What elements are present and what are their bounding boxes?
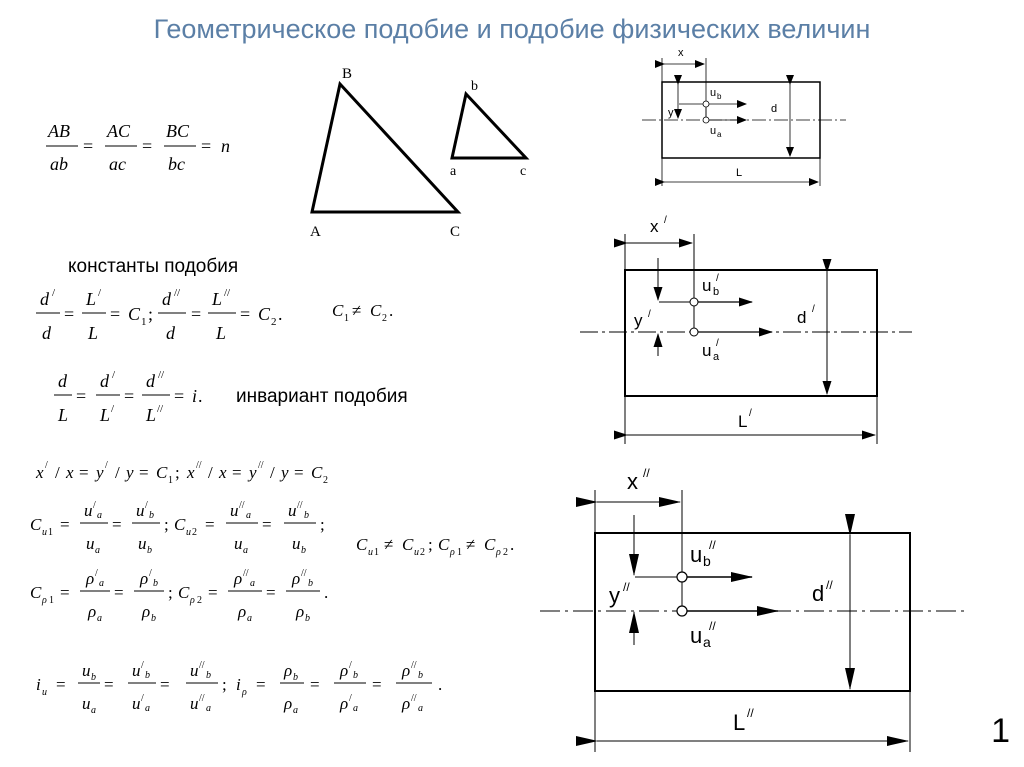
svg-text:/: / (115, 463, 120, 482)
svg-text:=: = (372, 675, 382, 694)
svg-text:ρ: ρ (88, 602, 97, 621)
svg-text:=: = (201, 136, 212, 156)
svg-text:ρ: ρ (238, 602, 247, 621)
svg-text://: // (196, 460, 202, 471)
diagram2-ua-label: u (702, 341, 712, 360)
svg-text:/: / (52, 287, 56, 299)
svg-text:=: = (112, 515, 122, 534)
svg-text:i: i (36, 675, 41, 694)
svg-text:x: x (36, 463, 44, 482)
svg-text:/: / (98, 287, 102, 299)
svg-text:b: b (305, 613, 310, 624)
svg-text:=: = (114, 583, 124, 602)
svg-text:=: = (60, 583, 70, 602)
svg-text:≠: ≠ (466, 535, 476, 554)
svg-text:u: u (42, 527, 47, 538)
svg-text:=: = (110, 304, 121, 324)
svg-text://: // (297, 500, 303, 511)
svg-text:1: 1 (457, 547, 462, 558)
svg-text:=: = (256, 675, 266, 694)
svg-text:;: ; (175, 463, 180, 482)
svg-text:2: 2 (197, 595, 202, 606)
svg-text:C: C (156, 463, 168, 482)
svg-text:=: = (232, 463, 242, 482)
svg-text://: // (411, 693, 417, 704)
svg-text:/: / (349, 693, 352, 704)
svg-text:;: ; (222, 675, 227, 694)
svg-text:/: / (111, 403, 115, 415)
svg-text:a: a (353, 703, 358, 714)
svg-text:=: = (139, 463, 149, 482)
svg-text:=: = (240, 304, 251, 324)
svg-text:.: . (324, 583, 329, 602)
svg-text:b: b (418, 670, 423, 681)
diagram2-y-label: y (634, 311, 643, 330)
svg-text:=: = (191, 304, 202, 324)
svg-text:b: b (206, 670, 211, 681)
diagram3-ua-label: u (690, 623, 703, 648)
svg-text:a: a (293, 705, 298, 716)
formula-density-constants (30, 568, 328, 624)
svg-text:/: / (141, 660, 144, 671)
svg-text:ρ: ρ (142, 602, 151, 621)
svg-text:=: = (83, 136, 94, 156)
page-title: Геометрическое подобие и подобие физических величин (153, 14, 871, 44)
vertex-label-a: a (450, 164, 457, 179)
vertex-label-b: b (471, 79, 478, 94)
svg-text:d: d (100, 371, 109, 391)
svg-text:ab: ab (50, 154, 68, 174)
svg-text:.: . (438, 675, 443, 694)
svg-text:/: / (93, 500, 96, 511)
svg-text:BC: BC (166, 121, 190, 141)
svg-text:ρ: ρ (190, 595, 195, 606)
svg-text:u: u (186, 527, 191, 538)
svg-text:u: u (234, 534, 243, 553)
svg-text:2: 2 (420, 547, 425, 558)
channel-diagram-small (642, 47, 846, 186)
svg-text:/: / (349, 660, 352, 671)
svg-text:a: a (99, 578, 104, 589)
diagram2-L-label: L (738, 412, 748, 431)
svg-text:L: L (212, 289, 223, 309)
svg-text:b: b (153, 578, 158, 589)
svg-text://: // (243, 568, 249, 579)
svg-text:a: a (206, 703, 211, 714)
svg-text:=: = (208, 583, 218, 602)
svg-text:1: 1 (168, 475, 173, 486)
svg-text:C: C (370, 301, 382, 320)
svg-text:b: b (301, 545, 306, 556)
formula-velocity-density-invariants (36, 660, 442, 716)
svg-text:u: u (136, 501, 145, 520)
formula-velocity-constants (30, 500, 325, 556)
svg-text:2: 2 (192, 527, 197, 538)
diagram1-ub-sub: b (717, 92, 722, 101)
svg-text:1: 1 (374, 547, 379, 558)
svg-text:1: 1 (49, 595, 54, 606)
svg-text:C: C (311, 463, 323, 482)
svg-text:b: b (91, 672, 96, 683)
vertex-label-c: c (520, 164, 527, 179)
svg-text:u: u (368, 547, 373, 558)
svg-text://: // (301, 568, 307, 579)
diagram2-x-label: x (650, 217, 659, 236)
svg-text:=: = (262, 515, 272, 534)
diagram2-ub-sub: b (713, 286, 720, 298)
diagram2-ub-prime: / (716, 273, 719, 284)
svg-text:C: C (258, 304, 271, 324)
diagram3-ub-label: u (690, 542, 703, 567)
svg-text:2: 2 (503, 547, 508, 558)
svg-text:L: L (100, 405, 111, 425)
svg-text:2: 2 (271, 316, 277, 328)
svg-text:b: b (149, 510, 154, 521)
svg-text:bc: bc (168, 154, 185, 174)
svg-text:=: = (124, 386, 135, 406)
svg-text:=: = (76, 386, 87, 406)
svg-text:/: / (270, 463, 275, 482)
svg-text:ρ: ρ (284, 694, 293, 713)
svg-text:u: u (82, 661, 91, 680)
svg-text:1: 1 (48, 527, 53, 538)
diagram3-L-label: L (733, 710, 746, 735)
svg-text:1: 1 (344, 313, 349, 324)
diagram3-d-label: d (812, 581, 825, 606)
svg-text:a: a (247, 613, 252, 624)
svg-text://: // (224, 287, 231, 299)
svg-text:u: u (84, 501, 93, 520)
svg-text:ρ: ρ (42, 595, 47, 606)
svg-text:a: a (250, 578, 255, 589)
svg-text:C: C (178, 583, 190, 602)
svg-text:=: = (266, 583, 276, 602)
svg-text://: // (157, 403, 164, 415)
svg-text:b: b (353, 670, 358, 681)
svg-text:/: / (105, 460, 108, 471)
svg-text:a: a (97, 613, 102, 624)
diagram2-ua-sub: a (713, 351, 720, 363)
svg-text:ρ: ρ (284, 661, 293, 680)
svg-text:.: . (510, 535, 515, 554)
svg-text://: // (258, 460, 264, 471)
formula-similarity-invariant (54, 369, 203, 425)
svg-text:d: d (166, 323, 175, 343)
svg-text:=: = (56, 675, 66, 694)
svg-text:ρ: ρ (296, 602, 305, 621)
svg-text:.: . (198, 386, 203, 406)
formula-triangle-ratio (46, 121, 230, 174)
svg-text:b: b (147, 545, 152, 556)
diagram1-ub-label: u (710, 87, 717, 99)
svg-text:u: u (190, 661, 199, 680)
svg-text:ρ: ρ (86, 569, 95, 588)
svg-text:a: a (243, 545, 248, 556)
formula-coordinate-ratios (35, 460, 328, 486)
svg-text:ac: ac (109, 154, 126, 174)
svg-text:n: n (221, 136, 230, 156)
svg-text:C: C (484, 535, 496, 554)
svg-text:b: b (308, 578, 313, 589)
diagram3-L-prime: // (747, 706, 754, 720)
vertex-label-B: B (342, 66, 353, 82)
diagram3-x-prime: // (643, 466, 650, 480)
formula-c1-neq-c2 (332, 301, 393, 324)
svg-text:L: L (86, 289, 97, 309)
svg-text:=: = (294, 463, 304, 482)
svg-text://: // (239, 500, 245, 511)
svg-text:b: b (304, 510, 309, 521)
diagram1-L-label: L (736, 167, 743, 179)
svg-text:ρ: ρ (140, 569, 149, 588)
svg-text:d: d (40, 289, 49, 309)
svg-text:u: u (86, 534, 95, 553)
similarity-constants-label: константы подобия (68, 256, 239, 277)
formula-similarity-constants (36, 287, 283, 343)
svg-text:u: u (132, 694, 141, 713)
svg-text:d: d (58, 371, 67, 391)
svg-text:C: C (128, 304, 141, 324)
svg-text:L: L (216, 323, 227, 343)
svg-text:AB: AB (48, 121, 70, 141)
svg-text:y: y (126, 463, 134, 482)
svg-text://: // (199, 693, 205, 704)
diagram2-y-prime: / (648, 309, 651, 320)
svg-text:/: / (141, 693, 144, 704)
svg-text:/: / (95, 568, 98, 579)
svg-text:/: / (208, 463, 213, 482)
svg-text:ρ: ρ (450, 547, 455, 558)
svg-text:=: = (79, 463, 89, 482)
vertex-label-A: A (310, 224, 321, 240)
diagram1-x-label: x (678, 47, 684, 59)
svg-text:;: ; (428, 535, 433, 554)
svg-text:b: b (293, 672, 298, 683)
svg-text:ρ: ρ (234, 569, 243, 588)
svg-text:u: u (42, 687, 47, 698)
svg-text:ρ: ρ (292, 569, 301, 588)
svg-text://: // (174, 287, 181, 299)
svg-text:C: C (30, 515, 42, 534)
diagram2-d-label: d (797, 308, 807, 327)
svg-text:2: 2 (323, 475, 328, 486)
svg-text:ρ: ρ (340, 694, 349, 713)
svg-text:d: d (42, 323, 51, 343)
svg-text:;: ; (320, 515, 325, 534)
svg-text:a: a (418, 703, 423, 714)
svg-text:C: C (174, 515, 186, 534)
channel-diagram-medium (580, 215, 912, 444)
svg-text:=: = (60, 515, 70, 534)
svg-text:x: x (66, 463, 74, 482)
svg-text:a: a (95, 545, 100, 556)
diagram2-x-prime: / (664, 215, 667, 226)
svg-text:d: d (146, 371, 155, 391)
diagram3-y-label: y (609, 583, 620, 608)
svg-text:≠: ≠ (352, 301, 362, 320)
svg-text:x: x (187, 463, 195, 482)
svg-text://: // (158, 369, 165, 381)
diagram1-ua-label: u (710, 125, 717, 137)
svg-text://: // (199, 660, 205, 671)
triangle-small (450, 79, 526, 179)
svg-text:b: b (145, 670, 150, 681)
channel-diagram-large (540, 466, 964, 752)
svg-text:x: x (219, 463, 227, 482)
svg-text:=: = (310, 675, 320, 694)
svg-text:y: y (281, 463, 289, 482)
similarity-invariant-label: инвариант подобия (236, 386, 408, 407)
svg-text:a: a (246, 510, 251, 521)
page-number: 1 (991, 712, 1010, 750)
diagram1-ua-sub: a (717, 130, 722, 139)
svg-text:L: L (146, 405, 157, 425)
svg-text:;: ; (168, 583, 173, 602)
diagram3-y-prime: // (623, 580, 630, 594)
svg-text:u: u (288, 501, 297, 520)
svg-text:u: u (292, 534, 301, 553)
diagram2-d-prime: / (812, 304, 815, 315)
svg-text:=: = (64, 304, 75, 324)
svg-text:ρ: ρ (242, 687, 247, 698)
diagram2-ub-label: u (702, 276, 712, 295)
svg-text:y: y (96, 463, 104, 482)
svg-text:u: u (132, 661, 141, 680)
diagram3-ub-sub: b (703, 553, 711, 569)
svg-text:;: ; (148, 304, 154, 324)
svg-text:u: u (230, 501, 239, 520)
diagram2-L-prime: / (749, 408, 752, 419)
svg-text:ρ: ρ (340, 661, 349, 680)
svg-text:=: = (104, 675, 114, 694)
svg-text:≠: ≠ (384, 535, 394, 554)
formula-c-neq (356, 535, 514, 558)
svg-text:ρ: ρ (496, 547, 501, 558)
diagram1-y-label: y (668, 107, 674, 119)
svg-text:a: a (91, 705, 96, 716)
svg-text:b: b (151, 613, 156, 624)
svg-text:i: i (236, 675, 241, 694)
svg-text:u: u (414, 547, 419, 558)
svg-text:.: . (278, 304, 283, 324)
svg-text:ρ: ρ (402, 694, 411, 713)
svg-text:u: u (190, 694, 199, 713)
svg-text:/: / (55, 463, 60, 482)
svg-text:u: u (138, 534, 147, 553)
svg-text:1: 1 (141, 316, 147, 328)
svg-text:C: C (402, 535, 414, 554)
diagram2-ua-prime: / (716, 338, 719, 349)
svg-text:=: = (142, 136, 153, 156)
svg-text:C: C (438, 535, 450, 554)
svg-text:=: = (174, 386, 185, 406)
diagram3-ua-prime: // (709, 619, 716, 633)
svg-text:/: / (145, 500, 148, 511)
svg-text:/: / (112, 369, 116, 381)
diagram3-ub-prime: // (709, 538, 716, 552)
diagram3-ua-sub: a (703, 634, 711, 650)
svg-text:y: y (249, 463, 257, 482)
svg-text:;: ; (164, 515, 169, 534)
diagram1-d-label: d (771, 103, 778, 115)
svg-text:ρ: ρ (402, 661, 411, 680)
triangle-large (310, 66, 460, 240)
svg-text:C: C (356, 535, 368, 554)
svg-text:u: u (82, 694, 91, 713)
vertex-label-C: C (450, 224, 461, 240)
svg-text:d: d (162, 289, 171, 309)
svg-text:a: a (97, 510, 102, 521)
svg-text:AC: AC (107, 121, 131, 141)
svg-text:2: 2 (382, 313, 387, 324)
svg-text:C: C (30, 583, 42, 602)
svg-text:/: / (45, 460, 48, 471)
svg-text:=: = (205, 515, 215, 534)
diagram3-x-label: x (627, 469, 638, 494)
svg-text:i: i (192, 386, 198, 406)
svg-text:.: . (389, 301, 394, 320)
svg-text:C: C (332, 301, 344, 320)
diagram3-d-prime: // (826, 578, 833, 592)
svg-text:=: = (160, 675, 170, 694)
svg-text:/: / (149, 568, 152, 579)
svg-text:L: L (88, 323, 99, 343)
svg-text:a: a (145, 703, 150, 714)
svg-text:L: L (58, 405, 69, 425)
svg-text://: // (411, 660, 417, 671)
